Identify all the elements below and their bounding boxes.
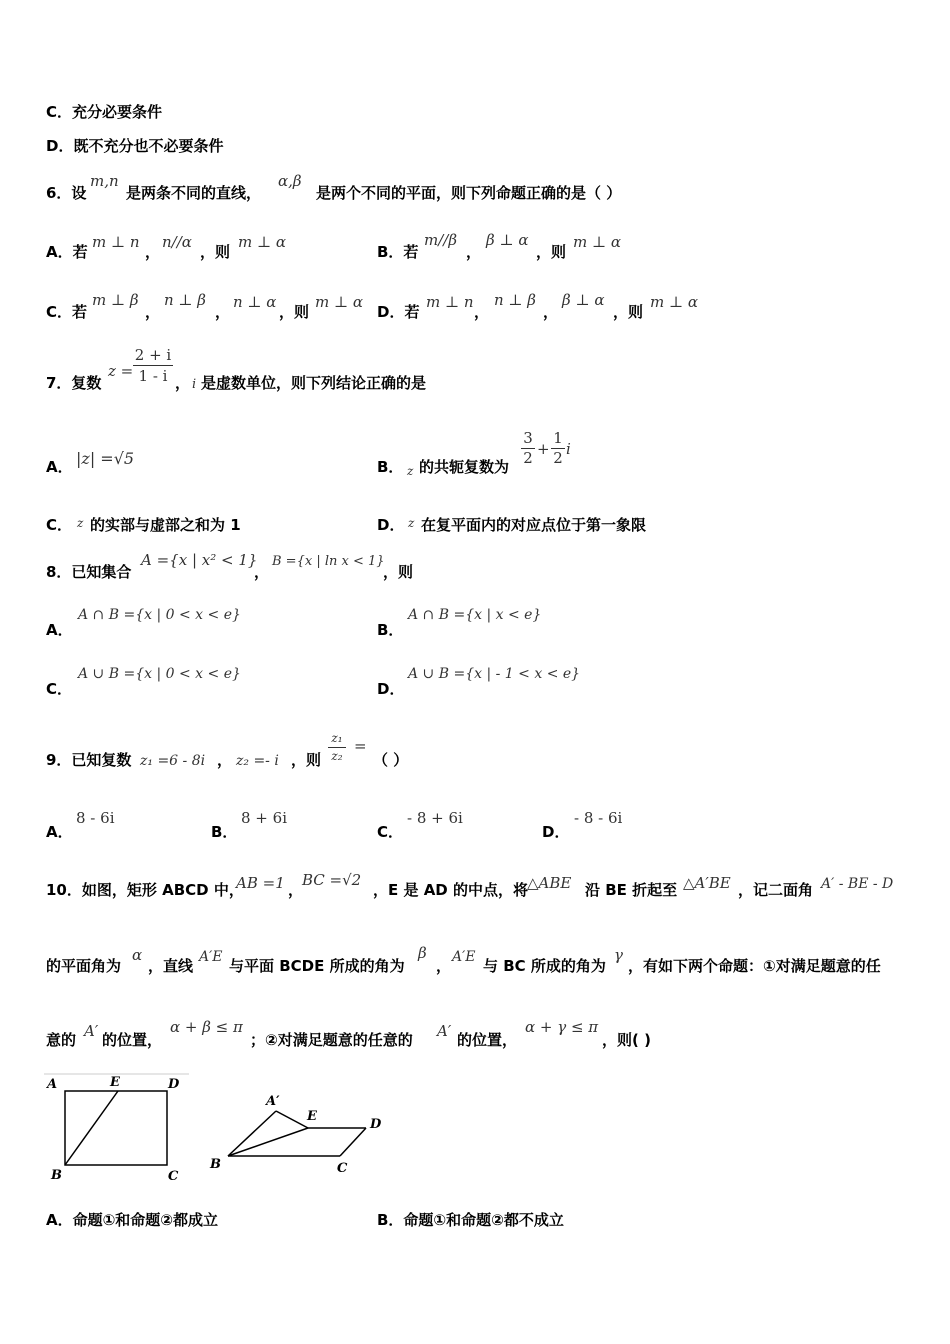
q10-option-a: A．命题①和命题②都成立 bbox=[46, 1211, 219, 1229]
q8-option-b-label: B． bbox=[377, 621, 404, 639]
q9-fraction bbox=[328, 731, 346, 764]
q7-option-b-text: 的共轭复数为 bbox=[419, 458, 510, 476]
q7-b-frac1-den: 2 bbox=[523, 449, 533, 467]
q10-l3-a2: A′ bbox=[437, 1022, 452, 1040]
q8-comma: ， bbox=[254, 563, 270, 581]
fig2-label-e: E bbox=[307, 1109, 317, 1124]
q10-l1-dihedral: A′ - BE - D bbox=[821, 876, 894, 892]
q10-l2-t0: 的平面角为 bbox=[46, 957, 122, 975]
q9-option-a-expr: 8 - 6i bbox=[76, 809, 115, 827]
q8-option-d-label: D． bbox=[377, 680, 405, 698]
fig1-label-e: E bbox=[110, 1075, 120, 1090]
q7-fraction bbox=[133, 346, 173, 385]
q7-option-c-text: 的实部与虚部之和为 1 bbox=[90, 516, 241, 534]
q8-option-d-expr: A ∪ B ={x | - 1 < x < e} bbox=[408, 666, 581, 682]
q9-option-d-expr: - 8 - 6i bbox=[574, 809, 623, 827]
q6-option-d-e4: m ⊥ α bbox=[650, 293, 698, 311]
q10-l3-t8: ，则( ) bbox=[602, 1031, 651, 1049]
q7-option-b-frac1 bbox=[521, 430, 535, 467]
q9-option-b-expr: 8 + 6i bbox=[241, 809, 287, 827]
q8-option-c-expr: A ∪ B ={x | 0 < x < e} bbox=[78, 666, 241, 682]
q6-option-b-label: B．若 bbox=[377, 243, 419, 261]
q7-b-frac1-num: 3 bbox=[523, 429, 533, 447]
q10-l2-t4: 与平面 BCDE 所成的角为 bbox=[229, 957, 405, 975]
q10-l2-alpha: α bbox=[132, 946, 143, 964]
q7-option-b-i: i bbox=[566, 440, 571, 458]
q7-option-b-frac2 bbox=[551, 430, 565, 467]
q6-option-c-e1: m ⊥ β bbox=[92, 291, 139, 309]
q6-option-a-e3: m ⊥ α bbox=[238, 233, 286, 251]
q9-comma: ， bbox=[217, 751, 233, 769]
fig2-label-c: C bbox=[337, 1161, 348, 1176]
q10-l1-t6: 沿 BE 折起至 bbox=[585, 881, 678, 899]
q10-l1-t8: ，记二面角 bbox=[738, 881, 814, 899]
q10-l3-t4: ；②对满足题意的任意的 bbox=[250, 1031, 413, 1049]
q6-option-c-e2: n ⊥ β bbox=[164, 291, 206, 309]
q7-numerator: 2 + i bbox=[134, 346, 172, 364]
q10-l1-t2: ， bbox=[288, 881, 304, 899]
q6-option-d-e1: m ⊥ n bbox=[426, 293, 474, 311]
q7-b-frac2-num: 1 bbox=[553, 429, 563, 447]
fig1-label-b: B bbox=[51, 1168, 62, 1183]
q10-l2-t10: ，有如下两个命题：①对满足题意的任 bbox=[628, 957, 881, 975]
fig2-label-a-prime: A′ bbox=[266, 1094, 280, 1109]
figure-rectangle bbox=[44, 1072, 194, 1184]
q10-l3-ineq1: α + β ≤ π bbox=[170, 1018, 243, 1036]
q6-option-d-sep1: ， bbox=[474, 303, 490, 321]
q6-option-c-then: ，则 bbox=[279, 303, 310, 321]
q10-l1-t0: 10．如图，矩形 ABCD 中， bbox=[46, 881, 244, 899]
q6-option-b-e3: m ⊥ α bbox=[573, 233, 621, 251]
q9-paren: （ ） bbox=[373, 751, 409, 769]
q7-comma: ， bbox=[175, 374, 191, 392]
q7-zeq: z = bbox=[108, 362, 134, 380]
q6-option-d-label: D．若 bbox=[377, 303, 420, 321]
q10-l2-t2: ，直线 bbox=[148, 957, 194, 975]
q7-option-a-label: A． bbox=[46, 458, 73, 476]
q7-option-d-z: z bbox=[408, 516, 415, 530]
q9-z1: z₁ =6 - 8i bbox=[140, 753, 206, 769]
q10-l2-ae2: A′E bbox=[452, 949, 476, 965]
q6-option-c-sep1: ， bbox=[145, 303, 161, 321]
q9-option-b-label: B． bbox=[211, 823, 238, 841]
q10-l3-t2: 的位置， bbox=[102, 1031, 163, 1049]
q9-option-a-label: A． bbox=[46, 823, 73, 841]
q7-suffix: 是虚数单位，则下列结论正确的是 bbox=[201, 374, 427, 392]
q7-b-frac2-den: 2 bbox=[553, 449, 563, 467]
q6-math-ab: α,β bbox=[278, 172, 302, 190]
q10-l1-tri2: △A′BE bbox=[683, 874, 731, 892]
q8-option-c-label: C． bbox=[46, 680, 73, 698]
q10-l2-t8: 与 BC 所成的角为 bbox=[483, 957, 606, 975]
q7-option-c-z: z bbox=[77, 516, 84, 530]
q10-l2-beta: β bbox=[418, 944, 427, 962]
figure-folded bbox=[204, 1090, 394, 1178]
q10-l3-t0: 意的 bbox=[46, 1031, 77, 1049]
q10-option-b: B．命题①和命题②都不成立 bbox=[377, 1211, 564, 1229]
q10-l1-ab: AB =1 bbox=[236, 874, 285, 892]
q9-then: ，则 bbox=[291, 751, 322, 769]
q10-l2-gamma: γ bbox=[614, 946, 623, 964]
q10-l1-bc: BC =√2 bbox=[302, 871, 362, 889]
q6-mid: 是两条不同的直线， bbox=[126, 184, 262, 202]
q7-option-d-text: 在复平面内的对应点位于第一象限 bbox=[421, 516, 647, 534]
q9-option-d-label: D． bbox=[542, 823, 570, 841]
q9-option-c-expr: - 8 + 6i bbox=[407, 809, 463, 827]
q7-option-a-expr: |z| =√5 bbox=[76, 449, 135, 468]
q10-l2-t6: ， bbox=[436, 957, 452, 975]
fig1-label-a: A bbox=[47, 1077, 58, 1092]
option-c: C．充分必要条件 bbox=[46, 103, 163, 121]
q10-l1-tri1: △ABE bbox=[527, 874, 572, 892]
q6-prefix: 6．设 bbox=[46, 184, 87, 202]
q9-prefix: 9．已知复数 bbox=[46, 751, 132, 769]
q8-suffix: ，则 bbox=[383, 563, 414, 581]
q6-option-a-then: ，则 bbox=[200, 243, 231, 261]
q7-option-d-label: D． bbox=[377, 516, 405, 534]
fig1-label-c: C bbox=[168, 1169, 179, 1184]
q9-frac-den: z₂ bbox=[331, 749, 343, 763]
q10-l3-a1: A′ bbox=[84, 1022, 99, 1040]
q6-option-b-then: ，则 bbox=[536, 243, 567, 261]
q9-option-c-label: C． bbox=[377, 823, 404, 841]
q8-set-b: B ={x | ln x < 1} bbox=[272, 554, 385, 569]
q6-option-b-e2: β ⊥ α bbox=[486, 231, 529, 249]
q7-option-b-plus: + bbox=[537, 440, 550, 458]
q6-math-mn: m,n bbox=[90, 172, 119, 190]
q6-option-a-e1: m ⊥ n bbox=[92, 233, 140, 251]
fig2-label-b: B bbox=[210, 1157, 221, 1172]
option-d: D．既不充分也不必要条件 bbox=[46, 137, 224, 155]
q7-denominator: 1 - i bbox=[138, 367, 168, 385]
q9-frac-num: z₁ bbox=[331, 731, 343, 745]
q6-option-a-e2: n//α bbox=[162, 233, 192, 251]
q10-l1-t4: ，E 是 AD 的中点，将 bbox=[373, 881, 528, 899]
q8-option-a-expr: A ∩ B ={x | 0 < x < e} bbox=[78, 607, 241, 623]
q6-option-d-sep2: ， bbox=[543, 303, 559, 321]
q6-option-a-label: A．若 bbox=[46, 243, 88, 261]
q7-prefix: 7．复数 bbox=[46, 374, 102, 392]
q6-option-a-sep: ， bbox=[145, 243, 161, 261]
q7-option-b-label: B． bbox=[377, 458, 404, 476]
q7-imag-unit: i bbox=[192, 377, 197, 392]
q8-prefix: 8．已知集合 bbox=[46, 563, 132, 581]
q6-suffix: 是两个不同的平面，则下列命题正确的是（ ） bbox=[316, 184, 622, 202]
q7-option-c-label: C． bbox=[46, 516, 73, 534]
q6-option-c-sep2: ， bbox=[215, 303, 231, 321]
q6-option-d-then: ，则 bbox=[613, 303, 644, 321]
fig1-label-d: D bbox=[168, 1077, 180, 1092]
q6-option-d-e3: β ⊥ α bbox=[562, 291, 605, 309]
q6-option-b-sep: ， bbox=[466, 243, 482, 261]
fig2-label-d: D bbox=[370, 1117, 382, 1132]
q8-option-a-label: A． bbox=[46, 621, 73, 639]
q10-l3-t6: 的位置， bbox=[457, 1031, 518, 1049]
q6-option-c-e3: n ⊥ α bbox=[233, 293, 277, 311]
q7-option-b-z: z bbox=[407, 464, 414, 478]
q6-option-c-label: C．若 bbox=[46, 303, 88, 321]
q8-set-a: A ={x | x² < 1} bbox=[141, 551, 258, 569]
q6-option-b-e1: m//β bbox=[424, 231, 458, 249]
q9-z2: z₂ =- i bbox=[236, 753, 279, 769]
q8-option-b-expr: A ∩ B ={x | x < e} bbox=[408, 607, 542, 623]
q6-option-c-e4: m ⊥ α bbox=[315, 293, 363, 311]
q10-l3-ineq2: α + γ ≤ π bbox=[525, 1018, 599, 1036]
q6-option-d-e2: n ⊥ β bbox=[494, 291, 536, 309]
q9-eq: = bbox=[354, 737, 367, 755]
q10-l2-ae1: A′E bbox=[199, 949, 223, 965]
